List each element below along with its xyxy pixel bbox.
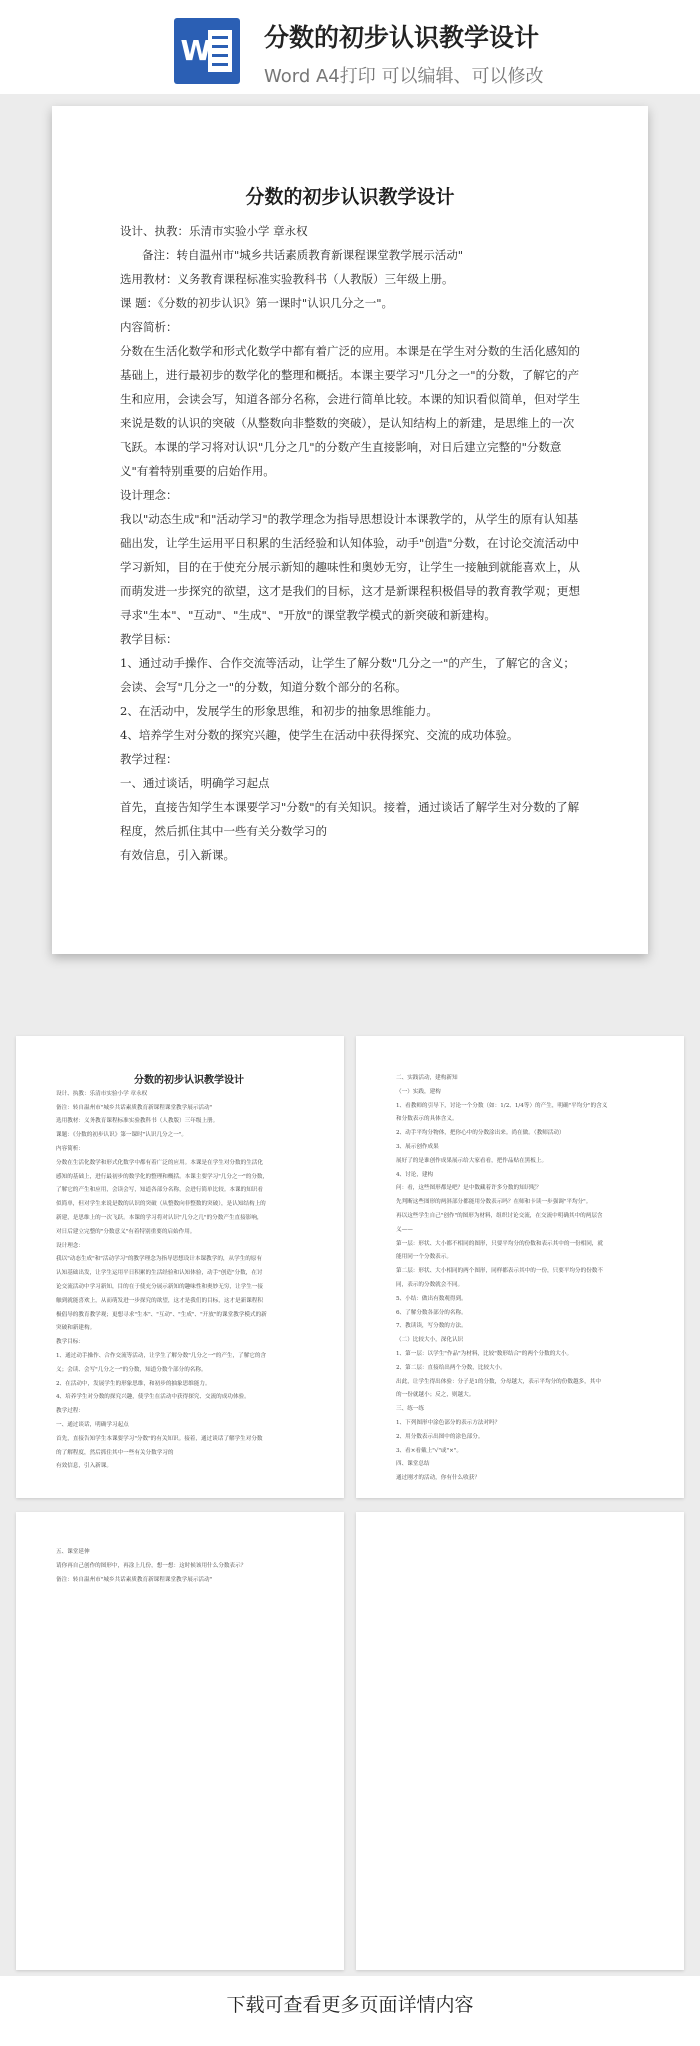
document-title: 分数的初步认识教学设计 [264,23,540,52]
thumb-line: 似简单，但对学生来说是数的认识的突破（从整数向非整数的突破），是认知结构上的 [56,1201,266,1208]
thumb-line: （二）比较大小，深化认识 [396,1337,464,1344]
page-body [120,219,580,867]
header-bar [0,0,700,94]
page-line: 设计、执教：乐清市实验小学 章永权 [120,224,308,238]
thumb-line: 备注：转自温州市"城乡共话素质教育新课程课堂教学展示活动" [56,1576,213,1583]
page-thumbnail-1[interactable] [16,1036,344,1498]
page-line: 设计理念： [120,488,178,502]
thumb-line: 请你再自己创作的图形中，再涂上几份，想一想：这时候该用什么分数表示？ [56,1562,247,1569]
thumb-line: 6、了解分数各部分的名称。 [396,1309,467,1316]
thumb-line: 教学目标： [56,1339,84,1346]
thumb-line: 教学过程： [56,1408,84,1415]
document-subtitle: Word A4打印 可以编辑、可以修改 [264,66,544,87]
thumb-line: 选用教材：义务教育课程标准实验教科书（人教版）三年级上册。 [56,1118,219,1125]
thumb-line: 第二层：形状、大小相同的两个图形，同样都表示其中的一份，只要平均分的份数不 [396,1268,603,1275]
page-line: 备注：转自温州市"城乡共话素质教育新课程课堂教学展示活动" [142,248,464,262]
page-line: 4、培养学生对分数的探究兴趣，使学生在活动中获得探究、交流的成功体验。 [120,728,519,742]
thumb-line: 4、培养学生对分数的探究兴趣，使学生在活动中获得探究、交流的成功体验。 [56,1394,250,1401]
thumb-line: 1、看教师的引导下，讨论一个分数（如：1/2、1/4等）的产生，明确"平均分"的含义 [396,1102,608,1109]
page-thumbnail-3[interactable] [16,1512,344,1970]
thumb-line: 5、小结：做出有数观得到。 [396,1295,467,1302]
thumb-line: 三、练一练 [396,1406,424,1413]
thumbnail-text [396,1072,662,1486]
page-line: 有效信息，引入新课。 [120,848,235,862]
page-title: 分数的初步认识教学设计 [245,186,455,208]
thumb-line: 一、通过谈话，明确学习起点 [56,1421,129,1428]
thumb-line: 同，表示的分数就会不同。 [396,1281,464,1288]
thumb-line: 触到就能喜欢上，从而萌发进一步探究的欲望，这才是我们的目标，这才是新课程积 [56,1297,263,1304]
thumb-line: 2、动手平均分物体，把你心中的分数涂出来。尚在做。（教师活动） [396,1130,565,1137]
thumb-line: 通过刚才的活动，你有什么收获？ [396,1475,480,1482]
page-thumbnail-4-blank[interactable] [356,1512,684,1970]
thumb-line: 有效信息，引入新课。 [56,1463,112,1470]
thumbnail-text [56,1074,322,1474]
page-paragraph: 我以"动态生成"和"活动学习"的教学理念为指导思想设计本课教学的，从学生的原有认知基础出发，让学生运用平日积累的生活经验和认知体验，动手"创造"分数，在讨论交流活动中学习新知，目的在于使充分展示新知的趣味性和奥妙无穷，让学生一接触到就能喜欢上，从而萌发进一步探究的欲望，这才是我们的目标，这才是新课程积极倡导的教育教学观；更想寻求"生本"、"互动"、"生成"、"开放"的课堂教学模式的新突破和新建构。 [120,512,580,622]
thumb-line: 展好了的是谁创作成果展示给大家看看，把作品贴在黑板上。 [396,1157,548,1164]
thumb-line: 二、实践活动，建构新知 [396,1075,458,1081]
thumb-line: 义；会读、会写"几分之一"的分数，知道分数个部分的名称。 [56,1366,207,1373]
thumb-line: 义—— [396,1226,413,1233]
thumb-line: 论交流活动中学习新知，目的在于使充分展示新知的趣味性和奥妙无穷，让学生一接 [56,1283,263,1290]
thumb-line: 内容简析： [56,1145,84,1152]
page-paragraph: 首先，直接告知学生本课要学习"分数"的有关知识。接着，通过谈话了解学生对分数的了解程度，然后抓住其中一些有关分数学习的 [120,800,580,838]
page-paragraph: 1、通过动手操作、合作交流等活动，让学生了解分数"几分之一"的产生，了解它的含义；会读、会写"几分之一"的分数，知道分数个部分的名称。 [120,656,575,694]
page-line: 教学过程： [120,752,178,766]
thumb-line: 4、讨论，建构 [396,1171,434,1178]
thumb-line: 2、第二层：直接给出两个分数，比较大小。 [396,1364,506,1371]
thumb-line: 极倡导的教育教学观；更想寻求"生本"、"互动"、"生成"、"开放"的课堂教学模式的新 [56,1311,267,1318]
thumb-line: 设计理念： [56,1242,84,1249]
thumb-line: 我以"动态生成"和"活动学习"的教学理念为指导思想设计本课教学的，从学生的原有 [56,1256,263,1263]
thumbnail-text [56,1546,322,1587]
page-thumbnail-2[interactable] [356,1036,684,1498]
thumb-line: 新建，是思维上的一次飞跃。本课的学习将对认识"几分之几"的分数产生直接影响， [56,1214,263,1221]
thumb-line: 突破和新建构。 [56,1325,96,1332]
thumb-line: 认知基础出发，让学生运用平日积累的生活经验和认知体验，动手"创造"分数，在讨 [56,1270,263,1277]
thumb-line: 能用同一个分数表示。 [396,1254,452,1261]
thumb-line: 设计、执教：乐清市实验小学 章永权 [56,1090,148,1097]
thumb-line: 2、用分数表示出图中的涂色部分。 [396,1433,484,1440]
thumb-line: 的一份就越小；反之，则越大。 [396,1392,475,1399]
thumb-line: 1、下列图形中涂色部分的表示方法对吗？ [396,1419,501,1426]
page-preview-1[interactable] [52,106,648,954]
thumb-line: 1、第一层：以学生"作品"为材料，比较"数形结合"的两个分数的大小。 [396,1350,573,1357]
thumb-line: 感知的基础上，进行最初步的数学化的整理和概括。本课主要学习"几分之一"的分数， [56,1173,269,1180]
thumb-line: 五、课堂延伸 [56,1549,90,1555]
thumb-line: 7、教读读，写分数的方法。 [396,1323,467,1330]
word-letter: W [180,34,212,67]
thumb-line: 的了解程度，然后抓住其中一些有关分数学习的 [56,1449,174,1456]
word-document-icon [174,18,240,84]
thumb-line: 和分数表示的具体含义。 [396,1116,458,1123]
thumb-line: 2、在活动中，发展学生的形象思维，和初步的抽象思维能力。 [56,1380,211,1387]
thumb-line: 问：看，这些图形都是吧？是中数藏着许多分数的知识呢？ [396,1185,542,1192]
page-line: 一、通过谈话，明确学习起点 [120,776,270,790]
thumb-line: 1、通过动手操作、合作交流等活动，让学生了解分数"几分之一"的产生，了解它的含 [56,1352,267,1359]
thumb-line: 先判断这些图形的两斜部分都能用分数表示吗？在师和卡读一步强调"平均分"。 [396,1199,592,1206]
page-line: 2、在活动中，发展学生的形象思维，和初步的抽象思维能力。 [120,704,438,718]
thumb-line: （一）实践，建构 [396,1088,441,1095]
thumb-line: 3、看×看戴上"√"或"×"。 [396,1447,462,1454]
thumb-line: 四、课堂总结 [396,1461,430,1468]
thumb-line: 了解它的产生和应用，会读会写，知道各部分名称，会进行简单比较。本课的知识看 [56,1187,263,1194]
page-line: 课 题：《分数的初步认识》第一课时"认识几分之一"。 [120,296,393,310]
thumb-line: 备注：转自温州市"城乡共话素质教育新课程课堂教学展示活动" [56,1104,213,1111]
thumb-line: 首先，直接告知学生本课要学习"分数"的有关知识。接着，通过谈话了解学生对分数 [56,1435,263,1442]
thumb-line: 出此，让学生得出体验：分子是1的分数，分母越大，表示平均分的份数越多，其中 [396,1378,601,1385]
page-line: 选用教材：义务教育课程标准实验教科书（人教版）三年级上册。 [120,272,454,286]
footer-bar[interactable] [0,1976,700,2046]
thumb-line: 对日后建立完整的"分数意义"有着特别重要的启始作用。 [56,1228,196,1235]
thumbnail-title: 分数的初步认识教学设计 [134,1075,244,1086]
page-paragraph: 分数在生活化数学和形式化数学中都有着广泛的应用。本课是在学生对分数的生活化感知的基础上，进行最初步的数学化的整理和概括。本课主要学习"几分之一"的分数，了解它的产生和应用，会读会写，知道各部分名称，会进行简单比较。本课的知识看似简单，但对学生来说是数的认识的突破（从整数向非整数的突破），是认知结构上的新建，是思维上的一次飞跃。本课的学习将对认识"几分之几"的分数产生直接影响，对日后建立完整的"分数意义"有着特别重要的启始作用。 [120,344,580,478]
view-more-link[interactable]: 下载可查看更多页面详情内容 [226,1994,474,2016]
thumb-line: 分数在生活化数学和形式化数学中都有着广泛的应用。本课是在学生对分数的生活化 [56,1159,263,1166]
page-line: 内容简析： [120,320,178,334]
thumb-line: 3、展示创作成果 [396,1143,439,1150]
thumb-line: 课题：《分数的初步认识》第一课时"认识几分之一"。 [56,1132,188,1139]
thumb-line: 第一层：形状、大小都不相同的图形，只要平均分的份数和表示其中的一份相同，就 [396,1240,603,1247]
thumb-line: 再以这些学生自己"创作"的图形为材料，组织讨论交流，在交流中明确其中的两层含 [396,1212,603,1219]
page-line: 教学目标： [120,632,178,646]
